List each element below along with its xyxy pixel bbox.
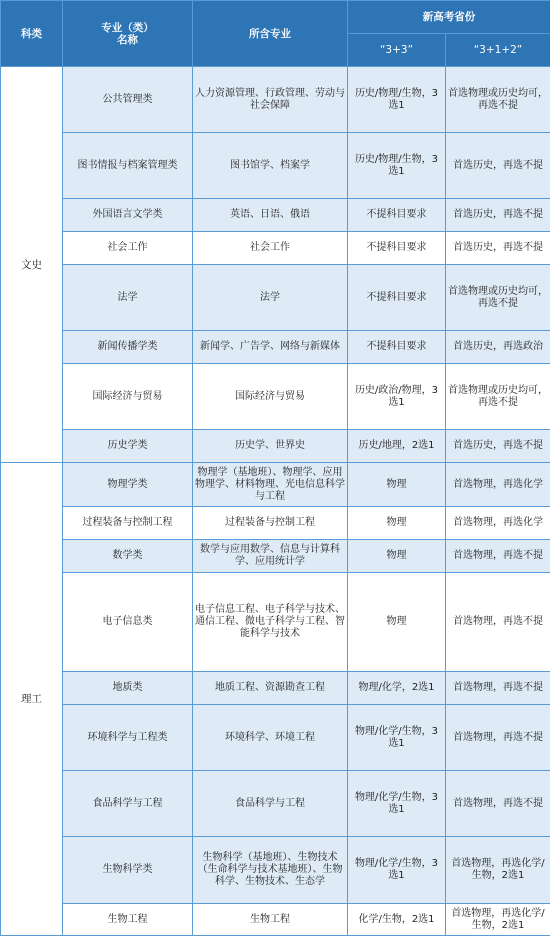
requirement-3-3: 物理 [348,573,446,672]
majors-included: 食品科学与工程 [193,771,348,837]
major-class-name: 图书情报与档案管理类 [63,133,193,199]
majors-included: 国际经济与贸易 [193,364,348,430]
requirement-3-3: 物理/化学，2选1 [348,672,446,705]
requirement-3-1-2: 首选历史，再选政治 [446,331,550,364]
major-class-name: 新闻传播学类 [63,331,193,364]
requirement-3-1-2: 首选历史，再选不提 [446,430,550,463]
category-cell-ligong: 理工 [1,463,63,936]
requirement-3-3: 不提科目要求 [348,265,446,331]
majors-included: 图书馆学、档案学 [193,133,348,199]
requirement-3-3: 历史/物理/生物，3选1 [348,67,446,133]
requirement-3-3: 物理/化学/生物，3选1 [348,837,446,904]
requirement-3-3: 物理 [348,463,446,507]
requirement-3-1-2: 首选历史，再选不提 [446,133,550,199]
major-class-name: 外国语言文学类 [63,199,193,232]
major-class-name: 食品科学与工程 [63,771,193,837]
header-mode-3-3: “3+3” [348,34,446,67]
requirement-3-1-2: 首选物理，再选化学/生物，2选1 [446,837,550,904]
majors-included: 环境科学、环境工程 [193,705,348,771]
majors-included: 数学与应用数学、信息与计算科学、应用统计学 [193,540,348,573]
requirement-3-3: 不提科目要求 [348,199,446,232]
requirement-3-3: 物理 [348,540,446,573]
major-class-name: 数学类 [63,540,193,573]
majors-included: 电子信息工程、电子科学与技术、通信工程、微电子科学与工程、智能科学与技术 [193,573,348,672]
requirement-3-1-2: 首选物理，再选化学 [446,463,550,507]
requirement-3-3: 物理 [348,507,446,540]
header-majors-included: 所含专业 [193,1,348,67]
majors-included: 人力资源管理、行政管理、劳动与社会保障 [193,67,348,133]
major-class-name: 生物工程 [63,904,193,936]
requirement-3-1-2: 首选历史，再选不提 [446,232,550,265]
majors-included: 过程装备与控制工程 [193,507,348,540]
major-class-name: 环境科学与工程类 [63,705,193,771]
major-class-name: 历史学类 [63,430,193,463]
major-class-name: 地质类 [63,672,193,705]
major-class-name: 电子信息类 [63,573,193,672]
major-class-name: 生物科学类 [63,837,193,904]
requirement-3-1-2: 首选物理或历史均可，再选不提 [446,265,550,331]
requirement-3-3: 历史/地理，2选1 [348,430,446,463]
requirement-3-3: 物理/化学/生物，3选1 [348,705,446,771]
requirement-3-1-2: 首选物理，再选不提 [446,672,550,705]
majors-included: 历史学、世界史 [193,430,348,463]
requirement-3-1-2: 首选物理，再选化学/生物，2选1 [446,904,550,936]
requirement-3-1-2: 首选物理，再选不提 [446,771,550,837]
majors-included: 生物工程 [193,904,348,936]
requirement-3-1-2: 首选物理，再选不提 [446,573,550,672]
major-class-name: 公共管理类 [63,67,193,133]
majors-included: 社会工作 [193,232,348,265]
requirement-3-1-2: 首选物理，再选不提 [446,705,550,771]
requirement-3-3: 不提科目要求 [348,232,446,265]
requirement-3-3: 历史/政治/物理，3选1 [348,364,446,430]
majors-included: 物理学（基地班）、物理学、应用物理学、材料物理、光电信息科学与工程 [193,463,348,507]
majors-included: 新闻学、广告学、网络与新媒体 [193,331,348,364]
requirement-3-1-2: 首选物理或历史均可，再选不提 [446,67,550,133]
major-class-name: 社会工作 [63,232,193,265]
header-mode-3-1-2: “3+1+2” [446,34,550,67]
requirement-3-3: 不提科目要求 [348,331,446,364]
requirement-3-1-2: 首选物理或历史均可，再选不提 [446,364,550,430]
header-new-gaokao: 新高考省份 [348,1,550,34]
major-class-name: 国际经济与贸易 [63,364,193,430]
requirement-3-1-2: 首选物理，再选化学 [446,507,550,540]
majors-included: 英语、日语、俄语 [193,199,348,232]
major-class-name: 物理学类 [63,463,193,507]
requirement-3-1-2: 首选历史，再选不提 [446,199,550,232]
requirement-3-3: 化学/生物，2选1 [348,904,446,936]
majors-included: 地质工程、资源勘查工程 [193,672,348,705]
major-class-name: 过程装备与控制工程 [63,507,193,540]
header-major-class: 专业（类） 名称 [63,1,193,67]
requirement-3-3: 历史/物理/生物，3选1 [348,133,446,199]
requirement-3-3: 物理/化学/生物，3选1 [348,771,446,837]
major-class-name: 法学 [63,265,193,331]
majors-included: 法学 [193,265,348,331]
header-category: 科类 [1,1,63,67]
category-cell-wenshi: 文史 [1,67,63,463]
majors-included: 生物科学（基地班）、生物技术（生命科学与技术基地班）、生物科学、生物技术、生态学 [193,837,348,904]
requirement-3-1-2: 首选物理，再选不提 [446,540,550,573]
